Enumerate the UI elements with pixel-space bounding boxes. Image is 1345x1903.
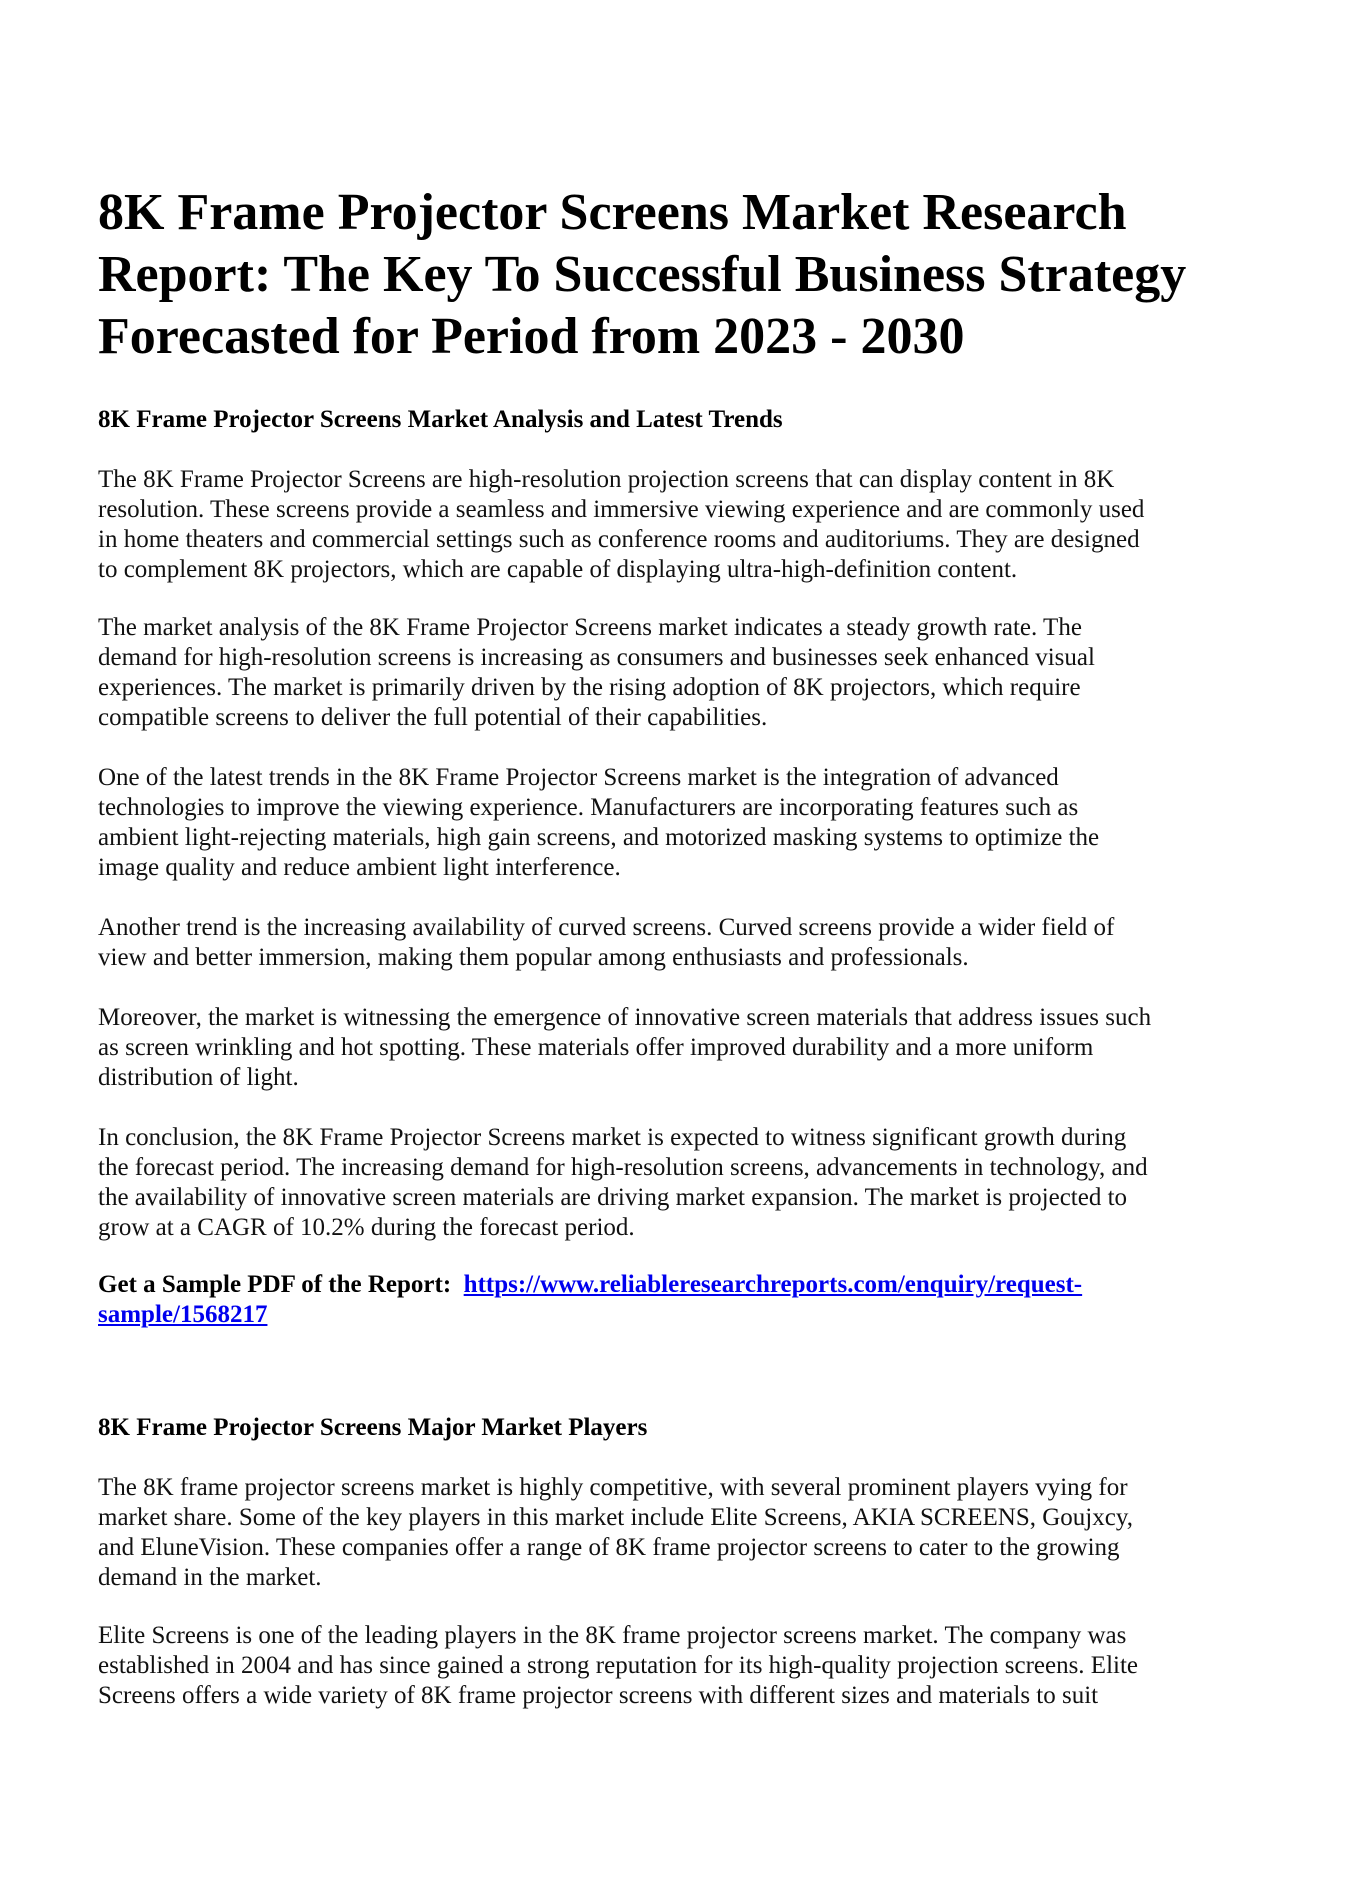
text-line: ambient light-rejecting materials, high gain screens, and motorized masking systems to optimize the bbox=[98, 824, 1100, 851]
paragraph-conclusion bbox=[98, 1123, 1148, 1243]
text-line: the forecast period. The increasing demand for high-resolution screens, advancements in technology, and bbox=[98, 1154, 1148, 1181]
text-line: to complement 8K projectors, which are capable of displaying ultra-high-definition content. bbox=[98, 556, 1018, 583]
sample-pdf-block bbox=[98, 1270, 1082, 1330]
paragraph-market-analysis bbox=[98, 613, 1095, 733]
text-line: and EluneVision. These companies offer a range of 8K frame projector screens to cater to the growing bbox=[98, 1534, 1120, 1561]
text-line: Elite Screens is one of the leading players in the 8K frame projector screens market. The company was bbox=[98, 1622, 1127, 1649]
title-line: Forecasted for Period from 2023 - 2030 bbox=[98, 308, 965, 365]
text-line: The 8K frame projector screens market is highly competitive, with several prominent players vying for bbox=[98, 1474, 1128, 1501]
text-line: Screens offers a wide variety of 8K frame projector screens with different sizes and materials to suit bbox=[98, 1682, 1099, 1709]
text-line: Moreover, the market is witnessing the emergence of innovative screen materials that address issues such bbox=[98, 1004, 1152, 1031]
text-line: The market analysis of the 8K Frame Projector Screens market indicates a steady growth rate. The bbox=[98, 614, 1082, 641]
text-line: In conclusion, the 8K Frame Projector Screens market is expected to witness significant growth during bbox=[98, 1124, 1127, 1151]
text-line: One of the latest trends in the 8K Frame Projector Screens market is the integration of advanced bbox=[98, 764, 1059, 791]
text-line: The 8K Frame Projector Screens are high-resolution projection screens that can display content in 8K bbox=[98, 466, 1115, 493]
text-line: technologies to improve the viewing experience. Manufacturers are incorporating features such as bbox=[98, 794, 1079, 821]
section-heading-analysis: 8K Frame Projector Screens Market Analysis and Latest Trends bbox=[98, 406, 783, 433]
paragraph-screen-materials bbox=[98, 1003, 1151, 1093]
paragraph-curved-screens bbox=[98, 913, 1114, 973]
sample-pdf-label: Get a Sample PDF of the Report: bbox=[98, 1271, 452, 1298]
text-line: demand in the market. bbox=[98, 1564, 322, 1591]
text-line: demand for high-resolution screens is increasing as consumers and businesses seek enhanced visual bbox=[98, 644, 1095, 671]
text-line: grow at a CAGR of 10.2% during the forecast period. bbox=[98, 1214, 635, 1241]
title-line: 8K Frame Projector Screens Market Research bbox=[98, 184, 1127, 241]
text-line: in home theaters and commercial settings such as conference rooms and auditoriums. They are designed bbox=[98, 526, 1140, 553]
sample-pdf-link-continuation[interactable]: sample/1568217 bbox=[98, 1301, 268, 1328]
paragraph-intro bbox=[98, 465, 1144, 585]
text-line: compatible screens to deliver the full potential of their capabilities. bbox=[98, 704, 768, 731]
text-line: view and better immersion, making them popular among enthusiasts and professionals. bbox=[98, 944, 969, 971]
sample-pdf-link[interactable]: https://www.reliableresearchreports.com/enquiry/request- bbox=[463, 1271, 1083, 1298]
section-heading-major-players: 8K Frame Projector Screens Major Market Players bbox=[98, 1414, 648, 1441]
text-line: the availability of innovative screen materials are driving market expansion. The market is projected to bbox=[98, 1184, 1128, 1211]
text-line: distribution of light. bbox=[98, 1064, 299, 1091]
text-line: image quality and reduce ambient light interference. bbox=[98, 854, 621, 881]
text-line: as screen wrinkling and hot spotting. These materials offer improved durability and a more uniform bbox=[98, 1034, 1094, 1061]
paragraph-players-overview bbox=[98, 1473, 1133, 1593]
title-line: Report: The Key To Successful Business Strategy bbox=[98, 246, 1187, 303]
paragraph-elite-screens bbox=[98, 1621, 1138, 1711]
text-line: established in 2004 and has since gained a strong reputation for its high-quality projection screens. Elite bbox=[98, 1652, 1139, 1679]
paragraph-latest-trends bbox=[98, 763, 1099, 883]
document-title bbox=[98, 182, 1258, 368]
text-line: market share. Some of the key players in this market include Elite Screens, AKIA SCREENS, Goujxcy, bbox=[98, 1504, 1133, 1531]
text-line: experiences. The market is primarily driven by the rising adoption of 8K projectors, which require bbox=[98, 674, 1081, 701]
text-line: Another trend is the increasing availability of curved screens. Curved screens provide a wider field of bbox=[98, 914, 1115, 941]
text-line: resolution. These screens provide a seamless and immersive viewing experience and are commonly used bbox=[98, 496, 1145, 523]
